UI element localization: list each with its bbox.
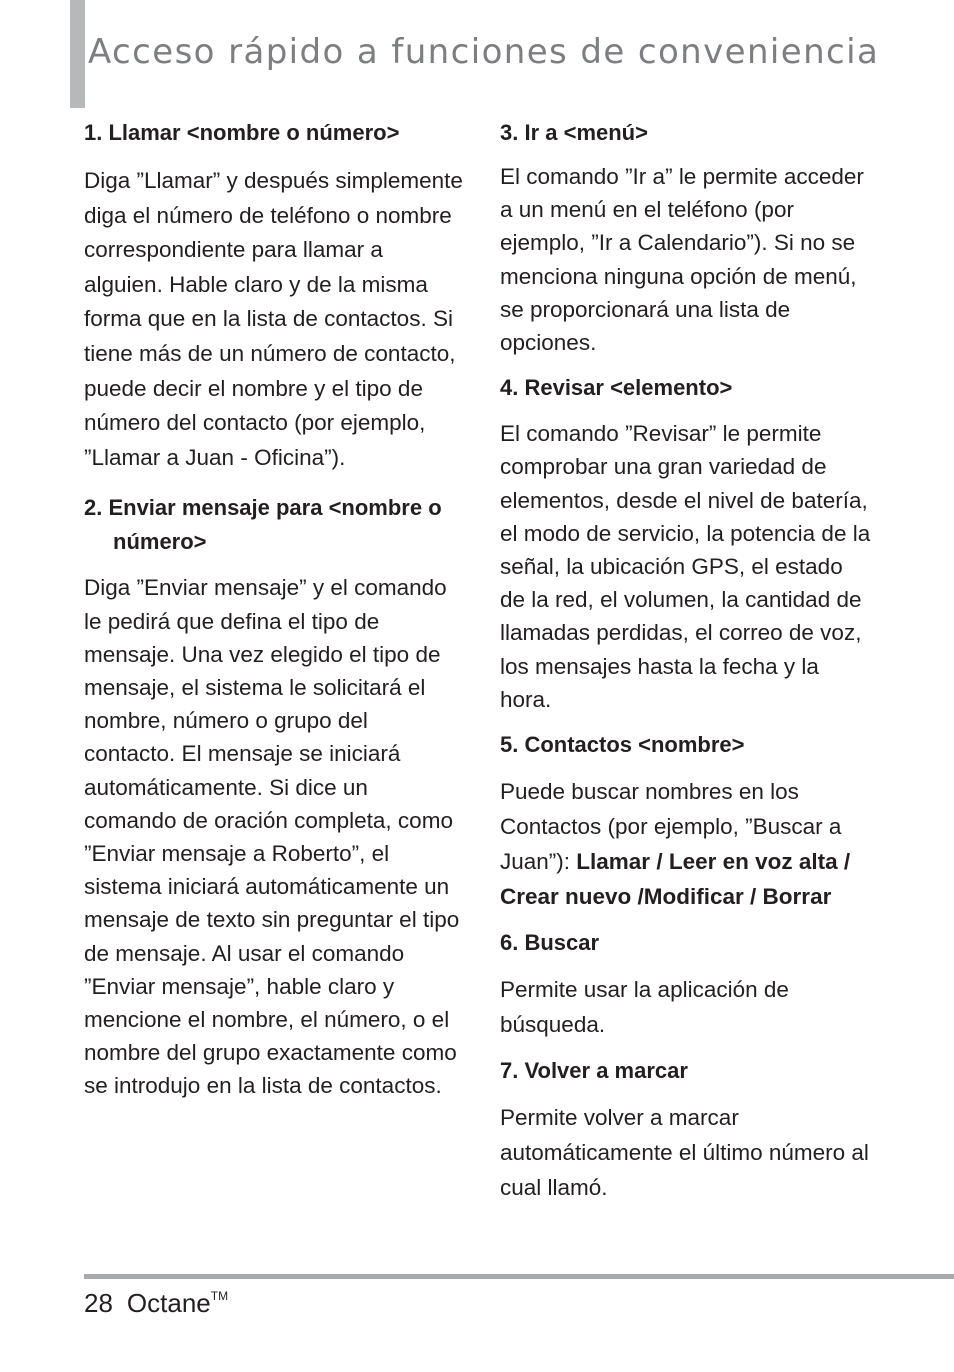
product-name: Octane <box>126 1288 211 1318</box>
section-heading: 3. Ir a <menú> <box>500 120 648 145</box>
section-body: Permite volver a marcar automáticamente el último número al cual llamó. <box>500 1105 869 1201</box>
header-side-bar <box>70 0 85 108</box>
section-body: Diga ”Llamar” y después simplemente diga el número de teléfono o nombre correspondiente para llamar a alguien. Hable claro y de la misma forma que en la lista de contactos. Si tiene más de un número de contacto, puede decir el nombre y el tipo de número del contacto (por ejemplo, ”Llamar a Juan - Oficina”). <box>84 168 463 470</box>
section-body: El comando ”Ir a” le permite acceder a un menú en el teléfono (por ejemplo, ”Ir a Calendario”). Si no se menciona ninguna opción de menú, se proporcionará una lista de opciones. <box>500 164 864 356</box>
trademark-mark: TM <box>210 1289 229 1303</box>
footer-rule <box>84 1274 954 1279</box>
page-title: Acceso rápido a funciones de conveniencia <box>88 32 880 72</box>
section-buscar <box>500 926 872 1042</box>
section-enviar-mensaje <box>84 491 464 1102</box>
section-heading: 4. Revisar <elemento> <box>500 375 733 401</box>
section-contactos <box>500 728 872 914</box>
page-number: 28 <box>84 1288 113 1318</box>
section-heading: 5. Contactos <nombre> <box>500 732 745 758</box>
section-body: Permite usar la aplicación de búsqueda. <box>500 977 789 1038</box>
section-llamar <box>84 116 464 475</box>
section-heading: 6. Buscar <box>500 930 600 956</box>
section-heading: 1. Llamar <nombre o número> <box>84 120 400 145</box>
section-body: Diga ”Enviar mensaje” y el comando le pedirá que defina el tipo de mensaje. Una vez elegido el tipo de mensaje, el sistema le solicitará el nombre, número o grupo del contacto. El mensaje se iniciará automáticamente. Si dice un comando de oración completa, como ”Enviar mensaje a Roberto”, el sistema iniciará automáticamente un mensaje de texto sin preguntar el tipo de mensaje. Al usar el comando ”Enviar mensaje”, hable claro y mencione el nombre, el número, o el nombre del grupo exactamente como se introdujo en la lista de contactos. <box>84 575 460 1099</box>
section-volver-a-marcar <box>500 1054 872 1205</box>
contact-options: Llamar / Leer en voz alta / Crear nuevo /Modificar / Borrar <box>500 849 851 910</box>
right-column <box>500 116 872 1205</box>
section-body-text: Puede buscar nombres en los Contactos (por ejemplo, ”Buscar a Juan”): <box>500 779 842 875</box>
section-ir-a <box>500 116 872 359</box>
section-heading: 2. Enviar mensaje para <nombre o número> <box>84 495 442 555</box>
left-column <box>84 116 464 1103</box>
footer <box>84 1288 228 1319</box>
section-revisar <box>500 371 872 716</box>
section-body <box>500 774 872 914</box>
section-body: El comando ”Revisar” le permite comprobar una gran variedad de elementos, desde el nivel de batería, el modo de servicio, la potencia de la señal, la ubicación GPS, el estado de la red, el volumen, la cantidad de llamadas perdidas, el correo de voz, los mensajes hasta la fecha y la hora. <box>500 421 871 712</box>
section-heading: 7. Volver a marcar <box>500 1058 688 1084</box>
